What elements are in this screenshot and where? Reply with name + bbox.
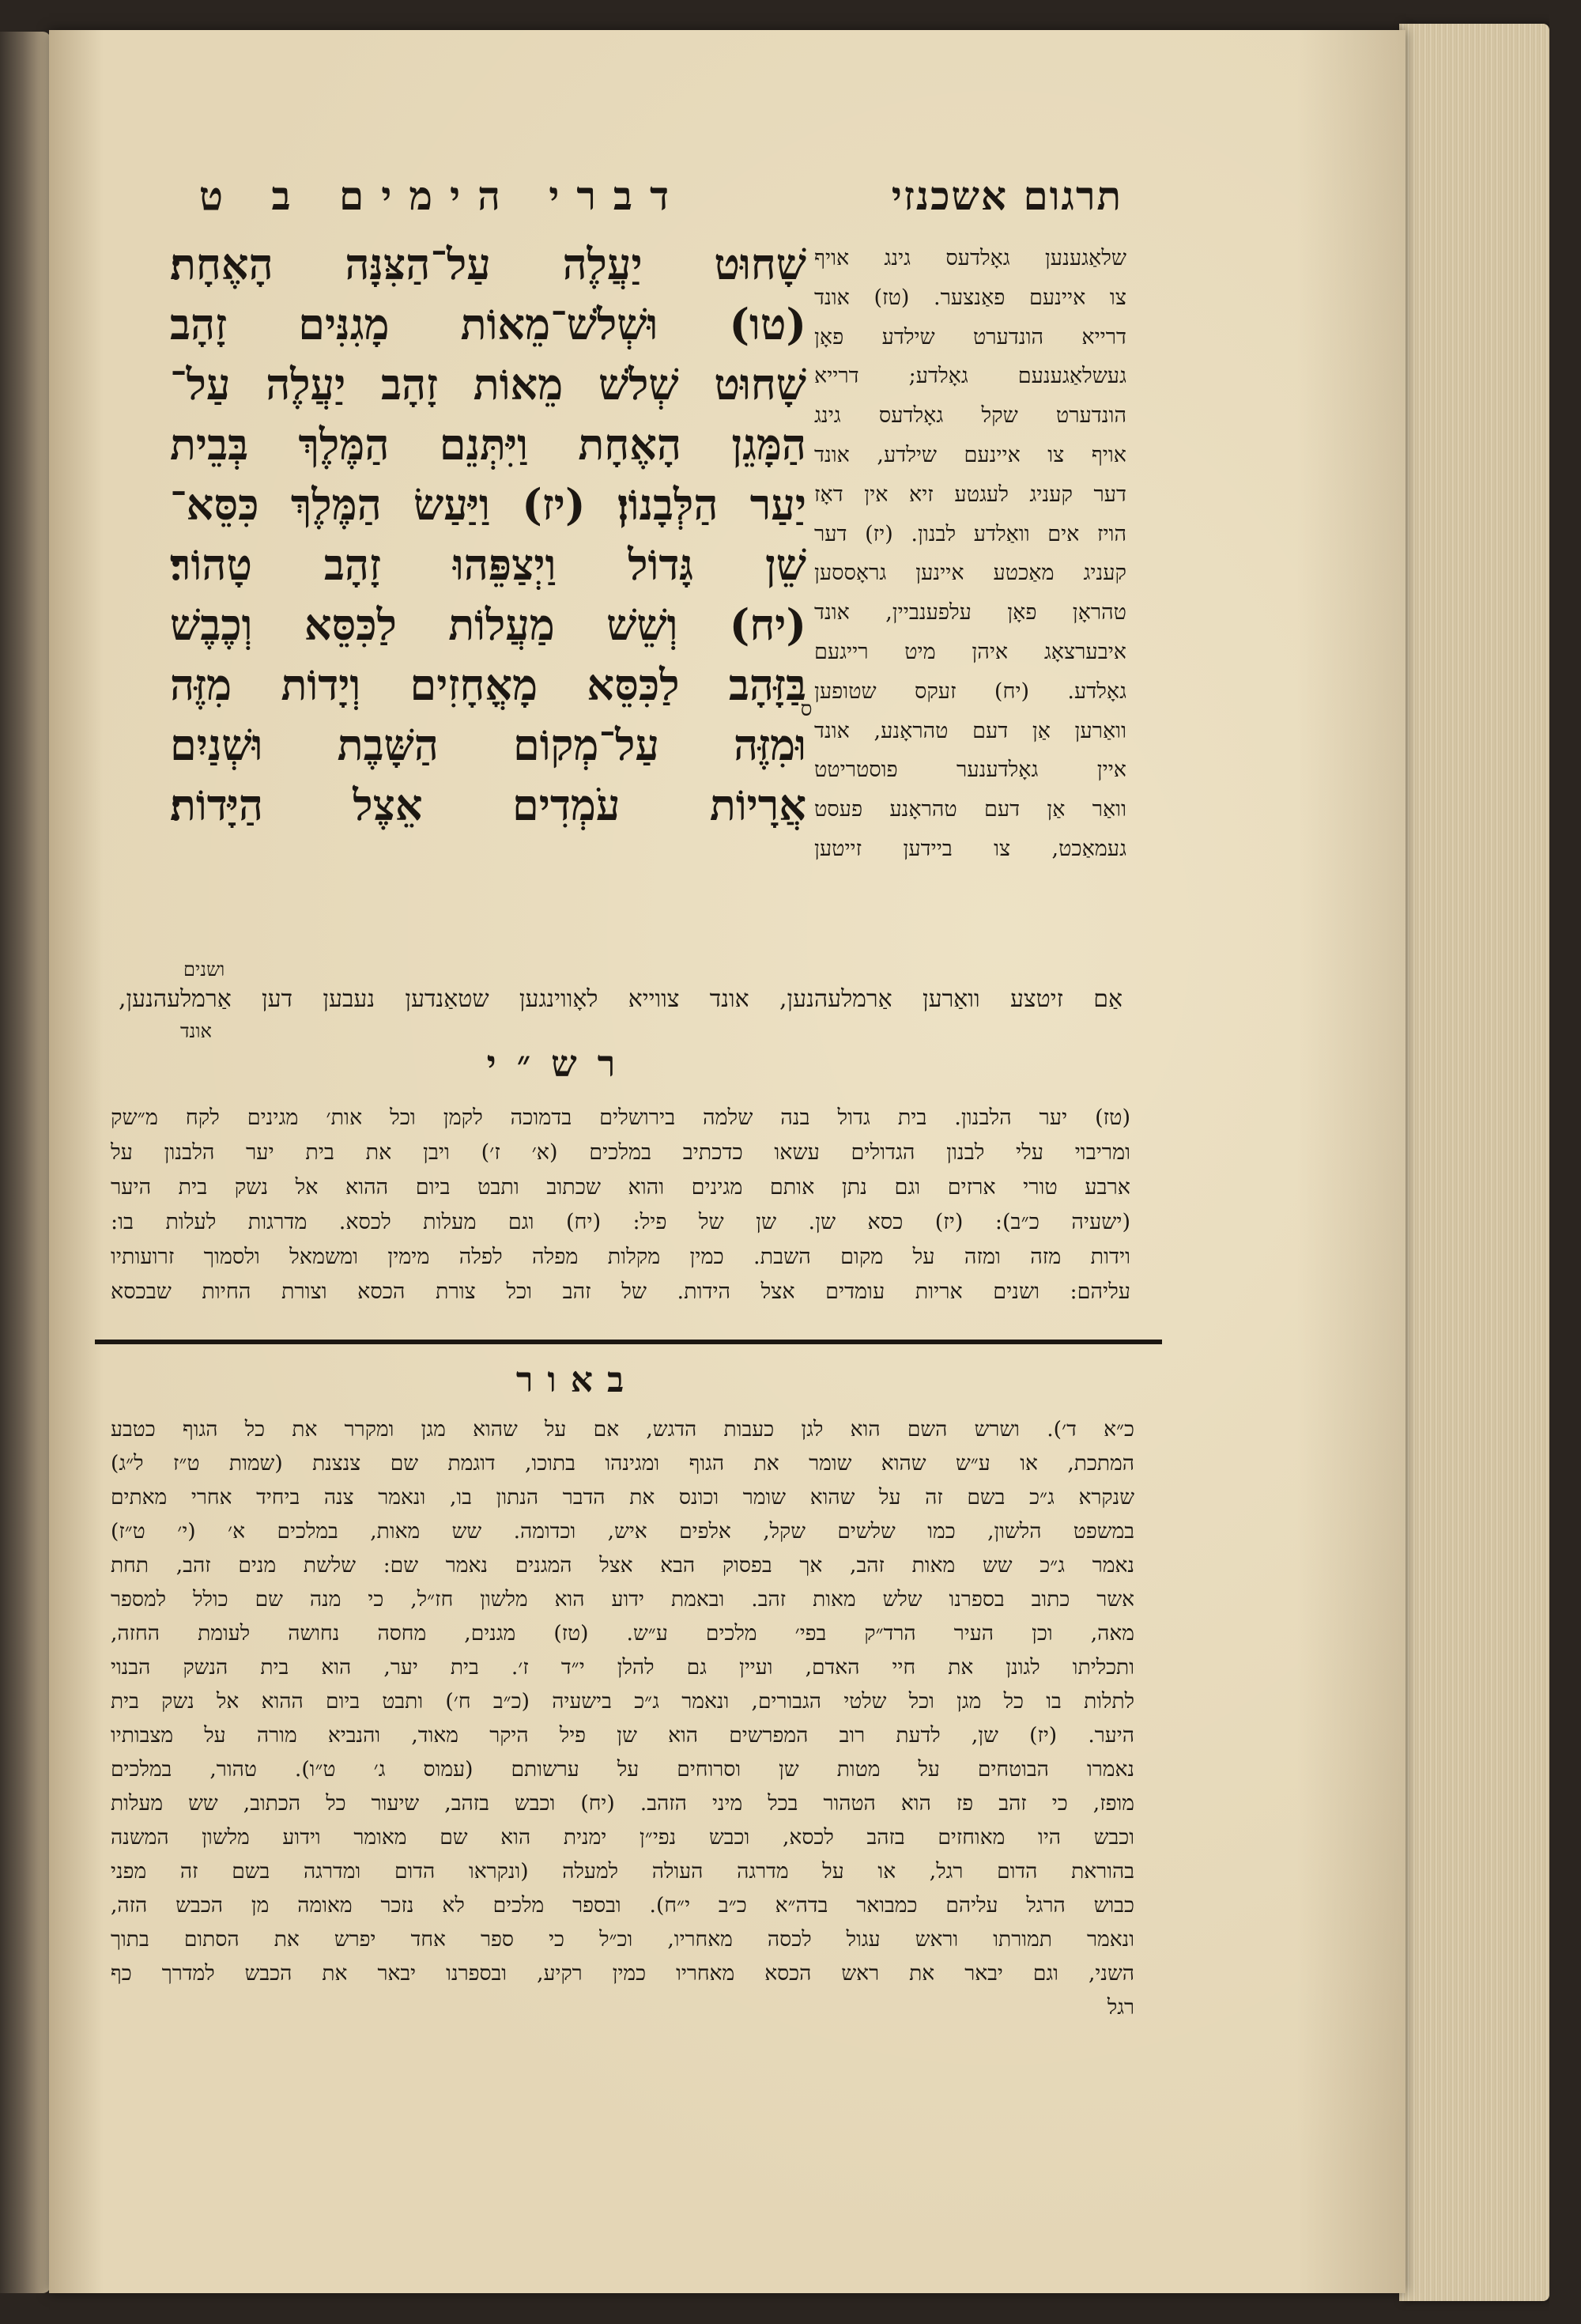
hebrew-line: וּמִזֶּה עַל־מְקוֹם הַשָּׁבֶת וּשְׁנַיִם	[170, 720, 806, 770]
yiddish-continuation-line: אַם זיטצע וואַרען אַרמלעהנען, אונד צווייא לאָווינגען שטאַנדען נעבען דען אַרמלעהנען,	[119, 985, 1123, 1013]
yiddish-line: דער קעניג לעגטע זיא אין דאָז	[814, 482, 1126, 507]
rashi-line: (טז) יער הלבנון. בית גדול בנה שלמה בירושלים בדמוכה לקמן וכל אות׳ מגינים לקח מ״שק	[111, 1105, 1130, 1130]
facing-page-edge	[0, 32, 51, 2293]
hebrew-line: הַמָּגֵן הָאֶחָת וַיִּתְּנֵם הַמֶּלֶךְ בְּבֵית	[170, 419, 806, 470]
yiddish-line: קעניג מאַכטע איינען גראָססען	[814, 561, 1126, 586]
beur-line: בהוראת הדום רגל, או על מדרגה העולה למעלה (ונקראו הדום ומדרגה בשם זה מפני	[111, 1859, 1134, 1884]
hebrew-line: שֵׁן גָּדוֹל וַיְצַפֵּהוּ זָהָב טָהוֹר׃	[170, 539, 806, 590]
beur-line: רגל	[1107, 1995, 1134, 2020]
yiddish-line: וואַרען אַן דעם טהראָנע, אונד	[814, 718, 1126, 743]
rashi-commentary	[111, 1101, 1130, 1309]
yiddish-line: געמאַכט, צו ביידען זייטען	[814, 836, 1126, 861]
hebrew-line: (יח) וְשֵׁשׁ מַעֲלוֹת לַכִּסֵּא וְכֶבֶשׁ	[170, 599, 806, 650]
beur-heading: באור	[515, 1360, 639, 1400]
yiddish-line: איין גאָלדענער פוסטריטט	[814, 758, 1126, 783]
yiddish-line: אויף צו איינעם שילדע, אונד	[814, 442, 1126, 467]
section-marker: ס	[800, 697, 813, 721]
yiddish-line: גאָלדע. (יח) זעקס שטופען	[814, 678, 1126, 704]
beur-line: השני, וגם יבאר את ראש הכסא מאחריו כמין רקיע, ובספרנו יבאר את הכבש למדרך כף	[111, 1961, 1134, 1986]
rashi-line: ומריבוי עלי לבנון הגדולים עשאו כדכתיב במלכים (א׳ ז׳) ויבן את בית יער הלבנון על	[111, 1140, 1130, 1165]
scan-background	[1549, 0, 1581, 2324]
yiddish-line: דרייא הונדערט שילדע פאָן	[814, 324, 1126, 350]
beur-line: ותכליתו לגונן את חיי האדם, ועיין גם להלן י״ד ז׳. בית יער, הוא בית הנשק הבנוי	[111, 1655, 1134, 1680]
rashi-line: ארבע טורי ארזים וגם נתן אותם מגינים והוא שכתוב ותבט ביום ההוא אל נשק בית היער	[111, 1175, 1130, 1200]
hebrew-line: שָׁחוּט יַעֲלֶה עַל־הַצִּנָּה הָאֶחָת׃	[170, 239, 806, 289]
hebrew-line: בַּזָּהָב לַכִּסֵּא מָאֳחָזִים וְיָדוֹת מִזֶּה	[170, 659, 806, 710]
beur-line: מאה, וכן העיר הרד״ק בפי׳ מלכים ע״ש. (טז) מגנים, מחסה נחושה לעומת החזה,	[111, 1621, 1134, 1646]
yiddish-line: שלאַגענען גאָלדעס גינג אויף	[814, 246, 1126, 270]
yiddish-line: געשלאַגענעם גאָלדע; דרייא	[814, 364, 1126, 389]
beur-commentary	[111, 1412, 1134, 2024]
beur-line: היער. (יז) שן, לדעת רוב המפרשים הוא שן פיל היקר מאוד, והנביא מורה על מצבותיו	[111, 1723, 1134, 1748]
beur-line: כ״א ד׳). ושרש השם הוא לגן כעבות הדגש, אם על שהוא מגן ומקרר את כל הגוף כטבע	[111, 1417, 1134, 1442]
yiddish-line: טהראָן פאָן עלפענביין, אונד	[814, 600, 1126, 625]
yiddish-line: איבערצאָג איהן מיט רייגעם	[814, 639, 1126, 664]
beur-line: מופז, כי זהב פז הוא הטהור בכל מיני הזהב. (יח) וכבש בזהב, שיעור כל הכתוב, שש מעלות	[111, 1791, 1134, 1816]
book-title-header: דברי הימים ב ט	[198, 172, 687, 219]
rashi-heading: רש״י	[486, 1042, 636, 1085]
beur-line: נאמרו הבוטחים על מטות שן וסרוחים על ערשותם (עמוס ג׳ ט״ו). טהור, במלכים	[111, 1757, 1134, 1782]
section-divider	[95, 1340, 1162, 1344]
page-fore-edge	[1399, 24, 1549, 2301]
rashi-line: עליהם: ושנים אריות עומדים אצל הידות. של זהב וכל צורת הכסא וצורת החיות שבכסא	[111, 1279, 1130, 1304]
yiddish-line: צו איינעם פאַנצער. (טז) אונד	[814, 285, 1126, 310]
rashi-line: (ישעיה כ״ב): (יז) כסא שן. שן של פיל: (יח) וגם מעלות לכסא. מדרגות לעלות בו:	[111, 1210, 1130, 1234]
yiddish-line: וואַר אַן דעם טהראָנע פעסט	[814, 797, 1126, 822]
hebrew-line: (טו) וּשְׁלֹשׁ־מֵאוֹת מָגִנִּים זָהָב	[170, 299, 806, 350]
beur-line: במשפט הלשון, כמו שלשים שקל, אלפים איש, וכדומה. שש מאות, במלכים א׳ (י׳ ט״ז)	[111, 1519, 1134, 1544]
beur-line: שנקרא ג״כ בשם זה על שהוא שומר וכונס את הדבר הנתון בו, ונאמר צנה ביחיד אחרי מאתים	[111, 1485, 1134, 1510]
rashi-line: וידות מזה ומזה על מקום השבת. כמין מקלות מפלה לפלה מימין ומשמאל ולסמוך זרועותיו	[111, 1245, 1130, 1269]
translation-title-header: תרגום אשכנזי	[891, 172, 1123, 219]
hebrew-line: יַעַר הַלְּבָנוֹן׃ (יז) וַיַּעַשׂ הַמֶּלֶךְ כִּסֵּא־	[170, 479, 806, 530]
beur-line: המתכת, או ע״ש שהוא שומר את הגוף ומגינהו בתוכו, דוגמת שם צנצנת (שמות ט״ז ל״ג)	[111, 1451, 1134, 1476]
catchword-hebrew: ושנים	[183, 958, 225, 981]
hebrew-line: אֲרָיוֹת עֹמְדִים אֵצֶל הַיָּדוֹת׃	[170, 780, 806, 830]
hebrew-line: שָׁחוּט שְׁלֹשׁ מֵאוֹת זָהָב יַעֲלֶה עַל־	[170, 359, 806, 410]
yiddish-line: הויז אים וואַלדע לבנון. (יז) דער	[814, 521, 1126, 546]
yiddish-translation-column	[814, 239, 1126, 869]
beur-line: אשר כתוב בספרנו שלש מאות זהב. ובאמת ידוע הוא מלשון חז״ל, כי מנה שם כולל למספר	[111, 1587, 1134, 1612]
yiddish-line: הונדערט שקל גאָלדעס גינג	[814, 403, 1126, 429]
beur-line: לתלות בו כל מגן וכל שלטי הגבורים, ונאמר ג״כ בישעיה (כ״ב ח׳) ותבט ביום ההוא אל נשק בית	[111, 1689, 1134, 1714]
beur-line: נאמר ג״כ שש מאות זהב, אך בפסוק הבא אצל המגנים נאמר שם: שלשת מנים זהב, תחת	[111, 1553, 1134, 1578]
beur-line: ונאמר תמורתו וראש עגול לכסה מאחריו, וכ״ל כי ספר אחד יפרש את הסתום בתוך	[111, 1927, 1134, 1952]
beur-line: כבוש הרגל עליהם כמבואר בדה״א כ״ב י״ח). ובספר מלכים לא נזכר מאומה מן הכבש הזה,	[111, 1893, 1134, 1918]
hebrew-text-column	[170, 234, 806, 969]
beur-line: וכבש היו מאוחזים בזהב לכסא, וכבש נפי״ן ימנית הוא שם מאומר וידוע מלשון המשנה	[111, 1825, 1134, 1850]
catchword-yiddish: אונד	[180, 1020, 212, 1042]
